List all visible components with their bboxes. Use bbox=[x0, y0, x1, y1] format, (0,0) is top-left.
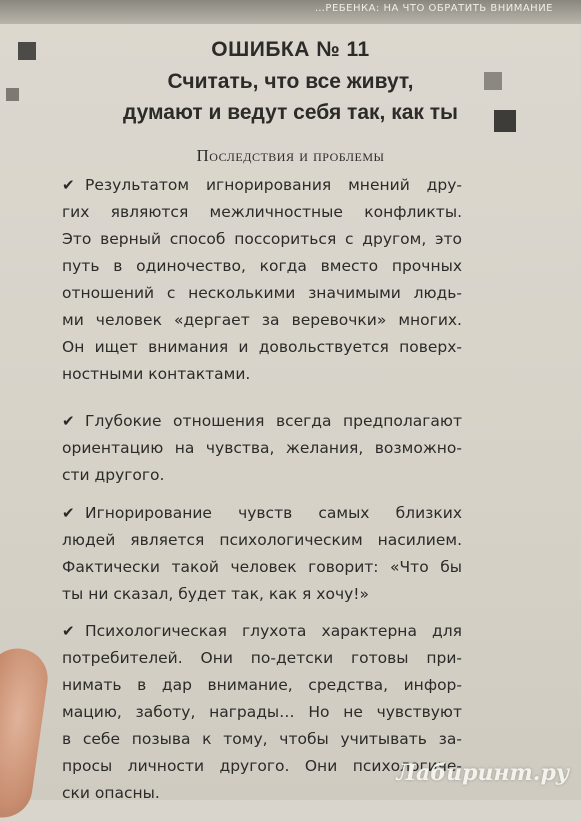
check-mark-icon: ✔ bbox=[62, 176, 75, 194]
paragraph-line: ориентацию на чувства, желания, возможно- bbox=[62, 439, 462, 457]
running-head: …РЕБЕНКА: НА ЧТО ОБРАТИТЬ ВНИМАНИЕ bbox=[314, 3, 553, 14]
error-title-line-2: думают и ведут себя так, как ты bbox=[123, 101, 458, 124]
error-number-heading: ОШИБКА № 11 bbox=[211, 38, 370, 61]
paragraph-line: Это верный способ поссориться с другом, это bbox=[62, 230, 462, 248]
paragraph-line: отношений с несколькими значимыми людь- bbox=[62, 284, 462, 302]
paragraph-line: сти другого. bbox=[62, 466, 165, 484]
paragraph-line: путь в одиночество, когда вместо прочных bbox=[62, 257, 462, 275]
check-mark-icon: ✔ bbox=[62, 622, 75, 640]
paragraph-line: ностными контактами. bbox=[62, 365, 251, 383]
paragraph-line: гих являются межличностные конфликты. bbox=[62, 203, 462, 221]
paragraph-line: потребителей. Они по-детски готовы при- bbox=[62, 649, 462, 667]
paragraph-line: ми человек «дергает за веревочки» многих. bbox=[62, 311, 462, 329]
paragraph-line: ✔ Глубокие отношения всегда предполагают bbox=[62, 408, 462, 435]
paragraph-line: мацию, заботу, награды… Но не чувствуют bbox=[62, 703, 462, 721]
paragraph-line: ✔ Игнорирование чувств самых близких bbox=[62, 500, 462, 527]
paragraph-line: людей является психологическим насилием. bbox=[62, 531, 462, 549]
paragraph-line: Фактически такой человек говорит: «Что бы bbox=[62, 558, 462, 576]
top-bar bbox=[0, 0, 581, 24]
paragraph-line: ✔ Результатом игнорирования мнений дру- bbox=[62, 172, 462, 199]
paragraph-line: ски опасны. bbox=[62, 784, 160, 802]
paragraph-line: просы личности другого. Они психологиче- bbox=[62, 757, 462, 775]
paragraph-line: Он ищет внимания и довольствуется поверх- bbox=[62, 338, 462, 356]
watermark-logo: Лабиринт.ру bbox=[396, 760, 569, 786]
paragraph-1 bbox=[62, 172, 462, 388]
paragraph-line: нимать в дар внимание, средства, инфор- bbox=[62, 676, 462, 694]
error-title-line-1: Считать, что все живут, bbox=[167, 70, 414, 93]
paragraph-line: в себе позыва к тому, чтобы учитывать за- bbox=[62, 730, 462, 748]
check-mark-icon: ✔ bbox=[62, 412, 75, 430]
check-mark-icon: ✔ bbox=[62, 504, 75, 522]
paragraph-line: ты ни сказал, будет так, как я хочу!» bbox=[62, 585, 369, 603]
paragraph-line: ✔ Психологическая глухота характерна для bbox=[62, 618, 462, 645]
thumb-photo bbox=[0, 645, 52, 821]
paragraph-2 bbox=[62, 408, 462, 489]
subheading: Последствия и проблемы bbox=[196, 146, 385, 165]
paragraph-3 bbox=[62, 500, 462, 608]
